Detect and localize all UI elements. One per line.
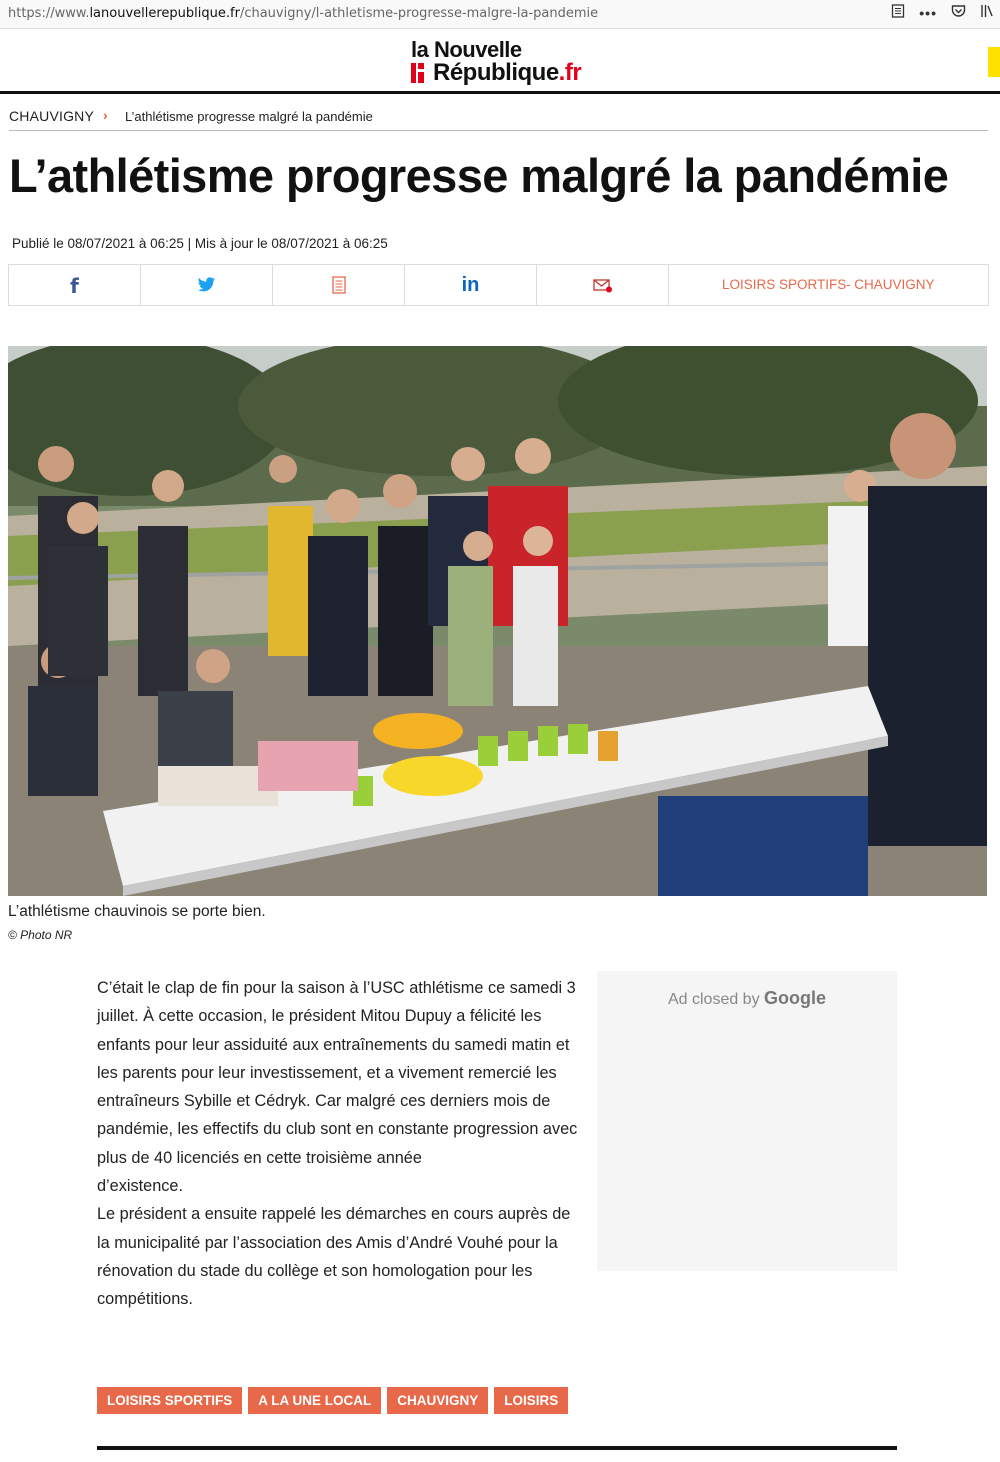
- article-body: [97, 974, 582, 1314]
- breadcrumb-current: L’athlétisme progresse malgré la pandémie: [125, 109, 373, 124]
- page-actions-icon[interactable]: •••: [919, 4, 937, 21]
- tag-loisirs[interactable]: LOISIRS: [494, 1387, 568, 1414]
- browser-url-bar[interactable]: [0, 0, 1000, 29]
- logo-mark-icon: [411, 63, 425, 83]
- chevron-right-icon: ›: [103, 107, 108, 123]
- reader-view-icon[interactable]: [891, 4, 905, 21]
- category-link-chauvigny[interactable]: - CHAUVIGNY: [846, 277, 935, 292]
- ad-closed-text: Ad closed by Google: [667, 988, 827, 1008]
- menu-tab[interactable]: [988, 47, 1000, 77]
- facebook-icon: f: [70, 274, 79, 298]
- article-photo: [8, 346, 987, 896]
- article-paragraph: d’existence.: [97, 1177, 183, 1196]
- ad-slot: [597, 971, 897, 1271]
- share-email-button[interactable]: [537, 265, 669, 305]
- google-logo: Google: [764, 988, 827, 1008]
- breadcrumb-home-link[interactable]: CHAUVIGNY: [9, 108, 95, 124]
- print-icon: [273, 276, 404, 300]
- article-paragraph: C’était le clap de fin pour la saison à l’USC athlétisme ce samedi 3 juillet. À cette occasion, le président Mitou Dupuy a félicité les enfants pour leur assiduité aux entraînements du samedi matin et les parents pour leur investissement, et a vivement remercié les entraîneurs Sybille et Cédryk. Car malgré ces derniers mois de pandémie, les effectifs du club sont en constante progression avec plus de 40 licenciés en cette troisième année: [97, 979, 578, 1167]
- photo-caption: L’athlétisme chauvinois se porte bien.: [8, 903, 266, 920]
- tag-chauvigny[interactable]: CHAUVIGNY: [387, 1387, 488, 1414]
- share-linkedin-button[interactable]: [405, 265, 537, 305]
- article-categories: [669, 265, 988, 305]
- tag-loisirs-sportifs[interactable]: LOISIRS SPORTIFS: [97, 1387, 242, 1414]
- tag-list: [97, 1387, 568, 1414]
- publication-info: Publié le 08/07/2021 à 06:25 | Mis à jour le 08/07/2021 à 06:25: [12, 236, 388, 251]
- share-bar: [8, 264, 989, 306]
- share-twitter-button[interactable]: [141, 265, 273, 305]
- article-title: L’athlétisme progresse malgré la pandémie: [9, 149, 949, 202]
- pocket-icon[interactable]: [951, 4, 966, 21]
- linkedin-icon: in: [461, 274, 480, 296]
- breadcrumb: [9, 108, 988, 131]
- twitter-icon: [141, 277, 272, 299]
- url-text[interactable]: https://www.lanouvellerepublique.fr/chauvigny/l-athletisme-progresse-malgre-la-pandemie: [8, 6, 599, 21]
- photo-credit: © Photo NR: [8, 928, 73, 942]
- tag-a-la-une-local[interactable]: A LA UNE LOCAL: [248, 1387, 381, 1414]
- library-icon[interactable]: [980, 4, 994, 21]
- email-icon: [537, 277, 668, 299]
- share-print-button[interactable]: [273, 265, 405, 305]
- site-logo[interactable]: la Nouvelle République.fr: [411, 37, 582, 86]
- divider: [97, 1446, 897, 1450]
- share-facebook-button[interactable]: [9, 265, 141, 305]
- category-link-loisirs-sportifs[interactable]: LOISIRS SPORTIFS: [722, 277, 847, 292]
- site-header: [0, 29, 1000, 94]
- article-paragraph: Le président a ensuite rappelé les démarches en cours auprès de la municipalité par l’association des Amis d’André Vouhé pour la rénovation du stade du collège et son homologation pour les compétitions.: [97, 1205, 571, 1309]
